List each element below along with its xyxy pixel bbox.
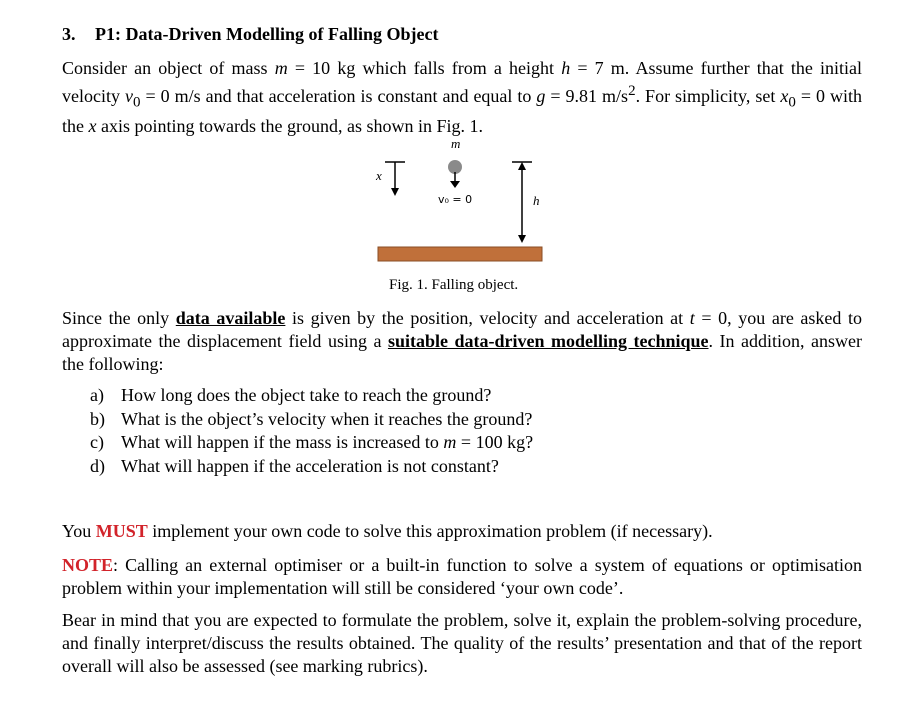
section-number: 3. (62, 24, 76, 44)
falling-object-figure (360, 132, 560, 272)
v0-label: v₀ = 0 (438, 193, 473, 206)
closing-paragraph: Bear in mind that you are expected to formulate the problem, solve it, explain the problem-solving procedure, and finally interpret/discuss the results obtained. The quality of the results’ presentation and that of the report overall will also be assessed (see marking rubrics). (62, 610, 862, 676)
intro-text: = 0 m/s and that acceleration is constant and equal to (140, 86, 537, 106)
height-label: h (533, 193, 540, 208)
intro-text: = 10 kg which falls from a height (287, 58, 562, 78)
mass-ball (448, 160, 462, 174)
var-v: v (124, 86, 133, 106)
emphasis-data-available: data available (175, 308, 286, 328)
list-item (90, 408, 533, 432)
var-x: x (780, 86, 789, 106)
intro-text: axis pointing towards the ground, as shown in Fig. 1. (96, 115, 483, 136)
must-paragraph (62, 520, 862, 543)
list-item (90, 384, 533, 408)
var-m: m (443, 432, 457, 452)
ground (378, 247, 542, 261)
para-text: You (62, 521, 96, 541)
height-arrow-down-icon (518, 235, 526, 243)
list-item (90, 431, 533, 455)
section-heading (62, 24, 438, 45)
list-item (90, 455, 533, 479)
mass-label: m (451, 136, 461, 151)
intro-paragraph (62, 57, 862, 138)
emphasis-technique: suitable data-driven modelling technique (387, 331, 709, 351)
x-axis-arrow-icon (391, 188, 399, 196)
note-text: : Calling an external optimiser or a built-in function to solve a system of equations or optimisation problem within your implementation will still be considered ‘your own code’. (62, 555, 862, 598)
data-paragraph (62, 307, 862, 376)
para-text: . In addition, answer the following: (62, 331, 863, 374)
note-label: NOTE (62, 555, 114, 575)
para-text: implement your own code to solve this approximation problem (if necessary). (147, 521, 713, 541)
question-text: How long does the object take to reach the ground? (121, 385, 492, 405)
list-marker: d) (90, 455, 105, 476)
var-x: x (88, 115, 97, 136)
para-text: = 0, you are asked to approximate the displacement field using a (62, 308, 863, 351)
var-h: h (561, 58, 571, 78)
height-arrow-up-icon (518, 162, 526, 170)
var-x-subscript: 0 (788, 94, 796, 111)
question-text: What will happen if the acceleration is not constant? (121, 455, 499, 476)
var-m: m (274, 58, 288, 78)
var-t: t (689, 308, 695, 328)
intro-text: = 9.81 m/s (545, 86, 629, 106)
intro-text: Consider an object of mass (62, 58, 275, 78)
figure-caption: Fig. 1. Falling object. (389, 277, 519, 293)
question-list (90, 384, 533, 478)
list-marker: a) (90, 385, 104, 405)
list-marker: b) (90, 408, 105, 429)
section-title: P1: Data-Driven Modelling of Falling Object (95, 24, 439, 44)
var-v-subscript: 0 (132, 94, 141, 111)
var-g: g (536, 86, 546, 106)
velocity-arrowhead-icon (450, 181, 460, 188)
para-text: is given by the position, velocity and acceleration at (285, 308, 690, 328)
must-emphasis: MUST (95, 521, 148, 541)
list-marker: c) (90, 432, 104, 452)
intro-text: = 0 with the (62, 86, 862, 136)
exponent: 2 (628, 83, 636, 99)
question-text: = 100 kg? (456, 432, 534, 452)
question-text: What will happen if the mass is increased to (121, 432, 444, 452)
intro-text: . For simplicity, set (635, 86, 781, 106)
intro-text: = 7 m. Assume further that the initial velocity (62, 58, 862, 106)
para-text: Since the only (62, 308, 176, 328)
note-paragraph (62, 554, 862, 600)
question-text: What is the object’s velocity when it reaches the ground? (121, 408, 533, 429)
x-axis-label: x (376, 168, 382, 183)
